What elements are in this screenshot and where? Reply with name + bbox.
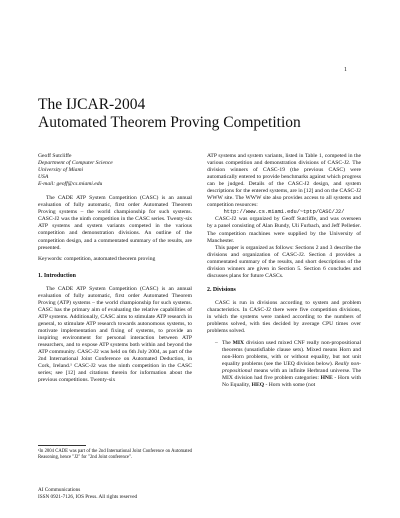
keywords: Keywords: competition, automated theorem proving xyxy=(38,255,156,262)
title-line-1: The IJCAR-2004 xyxy=(38,96,146,113)
footnote-rule xyxy=(38,445,86,446)
right-paragraph-3: This paper is organized as follows: Sections 2 and 3 describe the divisions and organization of CASC-J2. Section 4 provides a commentated summary of the results, and short descriptions of the division winners are given in Section 5. Section 6 concludes and discusses plans for future CASCs. xyxy=(207,244,361,279)
left-column xyxy=(38,153,192,384)
heq-text: - Horn with some (not xyxy=(264,382,316,389)
footnote: ¹In 2004 CADE was part of the 2nd International Joint Conference on Automated Reasoning, hence "J2" for "2nd Joint conference". xyxy=(38,449,192,460)
mix-italic: Really non-propositional xyxy=(222,361,361,375)
right-column xyxy=(207,153,361,389)
journal-name: AI Communications xyxy=(38,487,81,493)
hne-label: HNE xyxy=(320,375,333,382)
heq-label: HEQ xyxy=(251,382,265,389)
author-email: E-mail: geoff@cs.miami.edu xyxy=(38,181,103,188)
mix-label: MIX xyxy=(232,340,245,347)
the-word: The xyxy=(222,340,231,347)
journal-info xyxy=(38,487,137,500)
section-1-paragraph: The CADE ATP System Competition (CASC) is an annual evaluation of fully automatic, first order Automated Theorem Proving (ATP) systems – the world championship for such systems. CASC has the primary aim of evaluating the relative capabilities of ATP systems. Additionally, CASC aims to stimulate ATP research in general, to stimulate ATP research towards autonomous systems, to motivate implementation and fixing of systems, to provide an inspiring environment for personal interaction between ATP researchers, and to expose ATP systems both within and beyond the ATP community. CASC-J2 was held on 6th July 2004, as part of the 2nd International Joint Conference on Automated Deduction, in Cork, Ireland.¹ CASC-J2 was the ninth competition in the CASC series; see [12] and citations therein for information about the previous competitions. Twenty-six xyxy=(38,285,192,384)
journal-issn: ISSN 0921-7126, IOS Press. All rights reserved xyxy=(38,493,138,500)
right-paragraph-2: CASC-J2 was organized by Geoff Sutcliffe, and was overseen by a panel consisting of Alan Bundy, Uli Furbach, and Jeff Pelletier. The competition machines were supplied by the University of Manchester. xyxy=(207,216,361,244)
division-list xyxy=(207,340,361,389)
section-1-heading: 1. Introduction xyxy=(38,272,76,279)
author-country: USA xyxy=(38,174,49,181)
abstract: The CADE ATP System Competition (CASC) is an annual evaluation of fully automatic, first order Automated Theorem Proving systems – the world championship for such systems. CASC-J2 was the ninth competition in the CASC series. Twenty-six ATP systems and system variants competed in the various competition and demonstration divisions. An outline of the competition design, and a commentated summary of the results, are presented. xyxy=(38,195,192,251)
division-item-mix xyxy=(215,340,361,389)
author-dept: Department of Computer Science xyxy=(38,160,113,167)
hne-text: - Horn with No Equality, xyxy=(222,375,361,389)
page-number: 1 xyxy=(344,67,347,73)
section-2-paragraph: CASC is run in divisions according to system and problem characteristics. In CASC-J2 there were five competition divisions, in which the systems were ranked according to the numbers of problems solved, with ties decided by average CPU times over problems solved. xyxy=(207,299,361,335)
mix-text-2: means with an infinite Herbrand universe. The MIX division had five problem categories: xyxy=(222,368,361,382)
casc-url[interactable]: http://www.cs.miami.edu/~tptp/CASC/J2/ xyxy=(223,209,345,216)
paper-title xyxy=(38,96,368,132)
title-line-2: Automated Theorem Proving Competition xyxy=(38,114,301,131)
right-paragraph-1: ATP systems and system variants, listed in Table 1, competed in the various competition and demonstration divisions of CASC-J2. The division winners of CASC-19 (the previous CASC) were automatically entered to provide benchmarks against which progress can be judged. Details of the CASC-J2 design, and system descriptions for the entered systems, are in [12] and on the CASC-J2 WWW site. The WWW site also provides access to all systems and competition resources: xyxy=(207,153,361,209)
mix-text-1: division used mixed CNF really non-propositional theorems (unsatisfiable clause sets). Mixed means Horn and non-Horn problems, with or without equality, but not unit equality problems (see the UEQ division below). xyxy=(222,340,362,368)
author-block xyxy=(38,153,192,188)
author-name: Geoff Sutcliffe xyxy=(38,153,72,159)
author-univ: University of Miami xyxy=(38,167,84,174)
section-2-heading: 2. Divisions xyxy=(207,286,236,293)
